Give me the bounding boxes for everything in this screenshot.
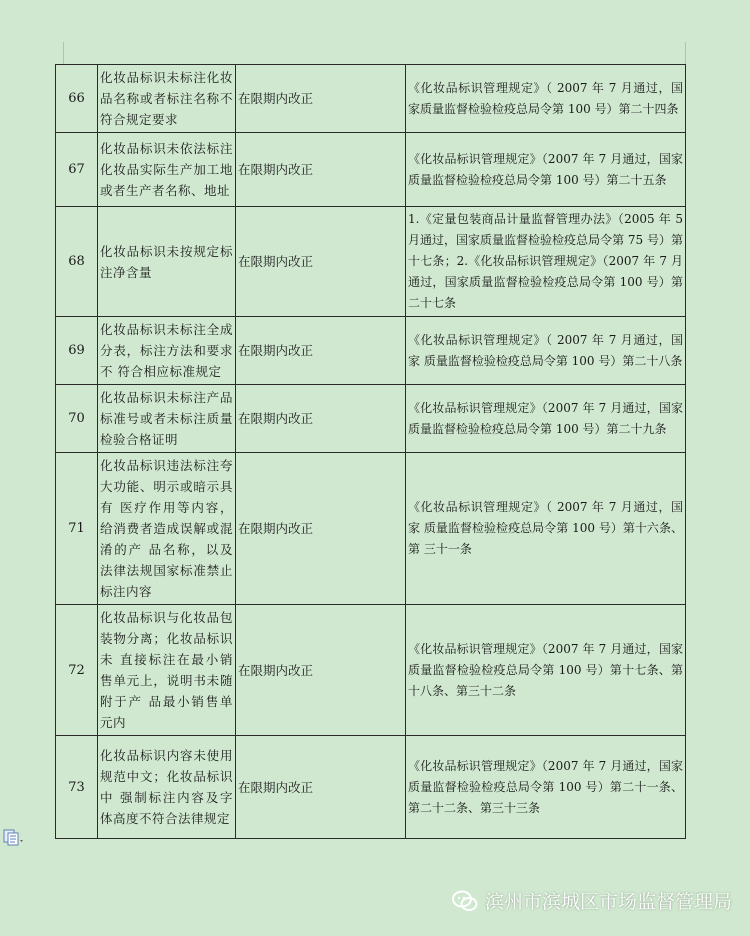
- violation-cell: 化妆品标识内容未使用规范中文；化妆品标识中 强制标注内容及字体高度不符合法律规定: [98, 736, 236, 839]
- action-cell: 在限期内改正: [236, 385, 406, 453]
- action-cell: 在限期内改正: [236, 317, 406, 385]
- row-number: 67: [56, 133, 98, 207]
- violation-cell: 化妆品标识未标注产品标准号或者未标注质量检验合格证明: [98, 385, 236, 453]
- legal-basis-cell: 《化妆品标识管理规定》（ 2007 年 7 月通过，国家 质量监督检验检疫总局令第 100 号）第十六条、第 三十一条: [406, 453, 686, 605]
- regulation-table: [55, 64, 686, 839]
- row-number: 73: [56, 736, 98, 839]
- action-cell: 在限期内改正: [236, 207, 406, 317]
- wechat-icon: [451, 889, 479, 913]
- action-cell: 在限期内改正: [236, 453, 406, 605]
- violation-cell: 化妆品标识未标注全成分表，标注方法和要求不 符合相应标准规定: [98, 317, 236, 385]
- action-cell: 在限期内改正: [236, 605, 406, 736]
- row-number: 72: [56, 605, 98, 736]
- row-number: 71: [56, 453, 98, 605]
- violation-cell: 化妆品标识未标注化妆品名称或者标注名称不符合规定要求: [98, 65, 236, 133]
- table-row: [56, 453, 686, 605]
- action-cell: 在限期内改正: [236, 736, 406, 839]
- row-number: 66: [56, 65, 98, 133]
- violation-cell: 化妆品标识违法标注夸大功能、明示或暗示具有 医疗作用等内容，给消费者造成误解或混淆的产 品名称，以及法律法规国家标准禁止标注内容: [98, 453, 236, 605]
- paste-options-icon[interactable]: [2, 826, 24, 848]
- legal-basis-cell: 《化妆品标识管理规定》（ 2007 年 7 月通过，国家 质量监督检验检疫总局令第 100 号）第二十八条: [406, 317, 686, 385]
- table-row: [56, 385, 686, 453]
- legal-basis-cell: 1.《定量包装商品计量监督管理办法》（2005 年 5 月通过，国家质量监督检验检疫总局令第 75 号）第 十七条；2.《化妆品标识管理规定》（2007 年 7 月通过，国家质量监督检验检疫总局令第 100 号）第二十七条: [406, 207, 686, 317]
- table-row: [56, 736, 686, 839]
- violation-cell: 化妆品标识与化妆品包装物分离；化妆品标识未 直接标注在最小销售单元上，说明书未随附于产 品最小销售单元内: [98, 605, 236, 736]
- row-number: 70: [56, 385, 98, 453]
- action-cell: 在限期内改正: [236, 133, 406, 207]
- watermark: [451, 887, 732, 914]
- page-corner-mark: [63, 42, 64, 64]
- legal-basis-cell: 《化妆品标识管理规定》（2007 年 7 月通过，国家 质量监督检验检疫总局令第 100 号）第十七条、第 十八条、第三十二条: [406, 605, 686, 736]
- table-row: [56, 207, 686, 317]
- table-row: [56, 605, 686, 736]
- legal-basis-cell: 《化妆品标识管理规定》（2007 年 7 月通过，国家 质量监督检验检疫总局令第 100 号）第二十一条、 第二十二条、第三十三条: [406, 736, 686, 839]
- table-row: [56, 317, 686, 385]
- legal-basis-cell: 《化妆品标识管理规定》（2007 年 7 月通过，国家 质量监督检验检疫总局令第 100 号）第二十五条: [406, 133, 686, 207]
- legal-basis-cell: 《化妆品标识管理规定》（2007 年 7 月通过，国家 质量监督检验检疫总局令第 100 号）第二十九条: [406, 385, 686, 453]
- table-row: [56, 65, 686, 133]
- row-number: 68: [56, 207, 98, 317]
- table-row: [56, 133, 686, 207]
- row-number: 69: [56, 317, 98, 385]
- action-cell: 在限期内改正: [236, 65, 406, 133]
- violation-cell: 化妆品标识未按规定标注净含量: [98, 207, 236, 317]
- legal-basis-cell: 《化妆品标识管理规定》（ 2007 年 7 月通过，国家质量监督检验检疫总局令第 100 号）第二十四条: [406, 65, 686, 133]
- page-corner-mark: [685, 42, 686, 64]
- watermark-text: 滨州市滨城区市场监督管理局: [485, 891, 733, 913]
- violation-cell: 化妆品标识未依法标注化妆品实际生产加工地或者生产者名称、地址: [98, 133, 236, 207]
